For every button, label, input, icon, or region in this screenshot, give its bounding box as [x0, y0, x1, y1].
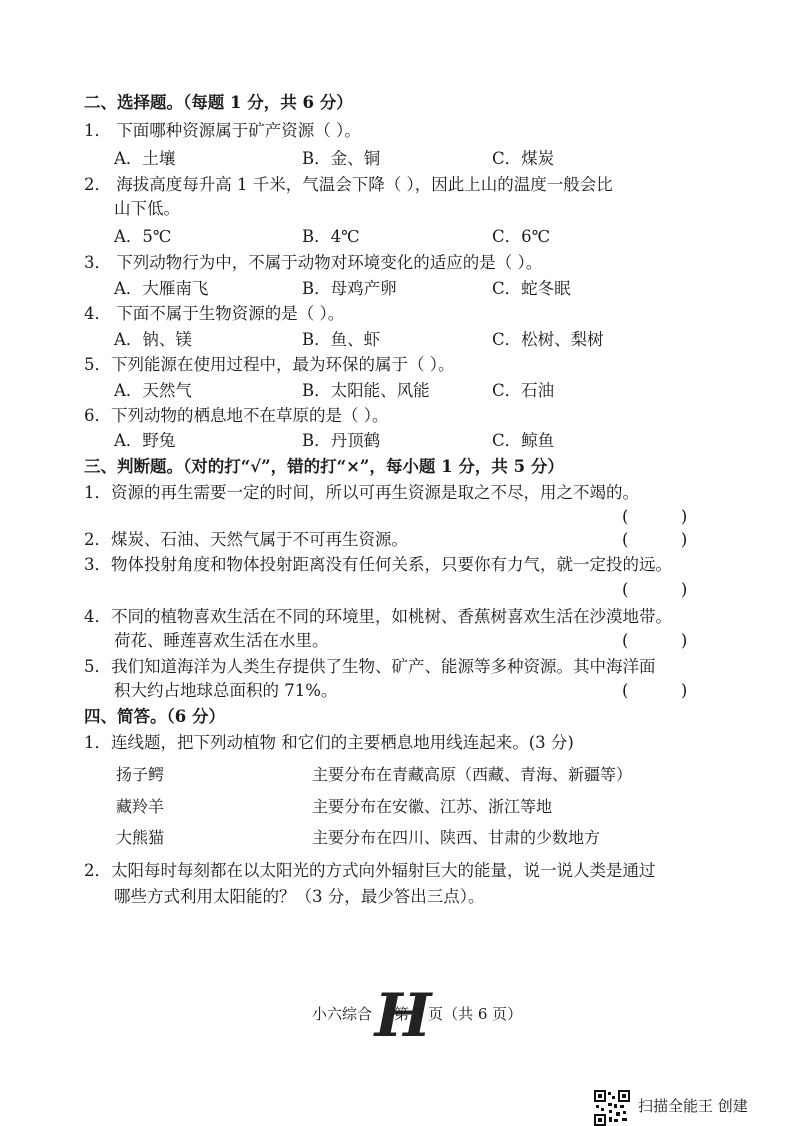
habitat-label: 主要分布在青藏高原（西藏、青海、新疆等）: [312, 765, 633, 784]
answer-parentheses: ( ): [622, 631, 688, 650]
judgement-item: 4．不同的植物喜欢生活在不同的环境里，如桃树、香蕉树喜欢生活在沙漠地带。: [84, 607, 672, 626]
matching-question: 1．连线题，把下列动植物 和它们的主要栖息地用线连起来。(3 分): [84, 733, 574, 752]
option-a: A．5℃: [114, 227, 172, 246]
qr-code-icon: [594, 1090, 630, 1126]
judgement-item-cont: 积大约占地球总面积的 71%。: [114, 681, 338, 700]
option-b: B．鱼、虾: [302, 330, 381, 349]
option-c: C．煤炭: [492, 149, 555, 168]
option-c: C．石油: [492, 381, 555, 400]
judgement-item: 2．煤炭、石油、天然气属于不可再生资源。: [84, 530, 408, 549]
question-text: 1． 下面哪种资源属于矿产资源（ ）。: [84, 121, 361, 140]
scanner-brand: 扫描全能王 创建: [638, 1097, 748, 1115]
short-answer-question: 2．太阳每时每刻都在以太阳光的方式向外辐射巨大的能量，说一说人类是通过: [84, 861, 656, 880]
question-text: 3． 下列动物行为中，不属于动物对环境变化的适应的是（ ）。: [84, 253, 543, 272]
judgement-item: 1．资源的再生需要一定的时间，所以可再生资源是取之不尽，用之不竭的。: [84, 483, 639, 502]
option-a: A．大雁南飞: [114, 279, 209, 298]
option-b: B．金、铜: [302, 149, 381, 168]
option-c: C．蛇冬眠: [492, 279, 571, 298]
animal-label: 大熊猫: [116, 828, 165, 847]
footer-subject: 小六综合: [312, 1005, 373, 1023]
option-b: B．4℃: [302, 227, 360, 246]
question-text: 5．下列能源在使用过程中，最为环保的属于（ ）。: [84, 355, 455, 374]
option-c: C．6℃: [492, 227, 551, 246]
habitat-label: 主要分布在四川、陕西、甘肃的少数地方: [312, 828, 601, 847]
question-text: 2． 海拔高度每升高 1 千米，气温会下降（ ），因此上山的温度一般会比: [84, 175, 613, 194]
question-text-cont: 山下低。: [114, 199, 180, 218]
habitat-label: 主要分布在安徽、江苏、浙江等地: [312, 797, 553, 816]
option-b: B．母鸡产卵: [302, 279, 397, 298]
footer-page-number: 第 3 页（共 6 页）: [394, 1005, 523, 1023]
question-text: 4． 下面不属于生物资源的是（ ）。: [84, 304, 345, 323]
answer-parentheses: ( ): [622, 580, 688, 599]
option-c: C．鲸鱼: [492, 431, 555, 450]
section-3-title: 三、判断题。（对的打“√”，错的打“×”，每小题 1 分，共 5 分）: [84, 457, 564, 476]
option-a: A．天然气: [114, 381, 192, 400]
answer-parentheses: ( ): [622, 530, 688, 549]
watermark-h: H: [374, 981, 432, 1051]
option-c: C．松树、梨树: [492, 330, 604, 349]
answer-parentheses: ( ): [622, 507, 688, 526]
answer-parentheses: ( ): [622, 681, 688, 700]
judgement-item: 5．我们知道海洋为人类生存提供了生物、矿产、能源等多种资源。其中海洋面: [84, 657, 656, 676]
option-a: A．土壤: [114, 149, 176, 168]
option-b: B．丹顶鹤: [302, 431, 381, 450]
section-4-title: 四、简答。（6 分）: [84, 707, 225, 726]
option-b: B．太阳能、风能: [302, 381, 430, 400]
animal-label: 扬子鳄: [116, 765, 165, 784]
section-2-title: 二、选择题。（每题 1 分，共 6 分）: [84, 93, 353, 112]
judgement-item-cont: 荷花、睡莲喜欢生活在水里。: [114, 631, 329, 650]
judgement-item: 3．物体投射角度和物体投射距离没有任何关系，只要你有力气，就一定投的远。: [84, 555, 672, 574]
option-a: A．野兔: [114, 431, 176, 450]
question-text: 6．下列动物的栖息地不在草原的是（ ）。: [84, 406, 389, 425]
animal-label: 藏羚羊: [116, 797, 165, 816]
option-a: A．钠、镁: [114, 330, 192, 349]
short-answer-question-cont: 哪些方式利用太阳能的？（3 分，最少答出三点）。: [114, 887, 485, 906]
